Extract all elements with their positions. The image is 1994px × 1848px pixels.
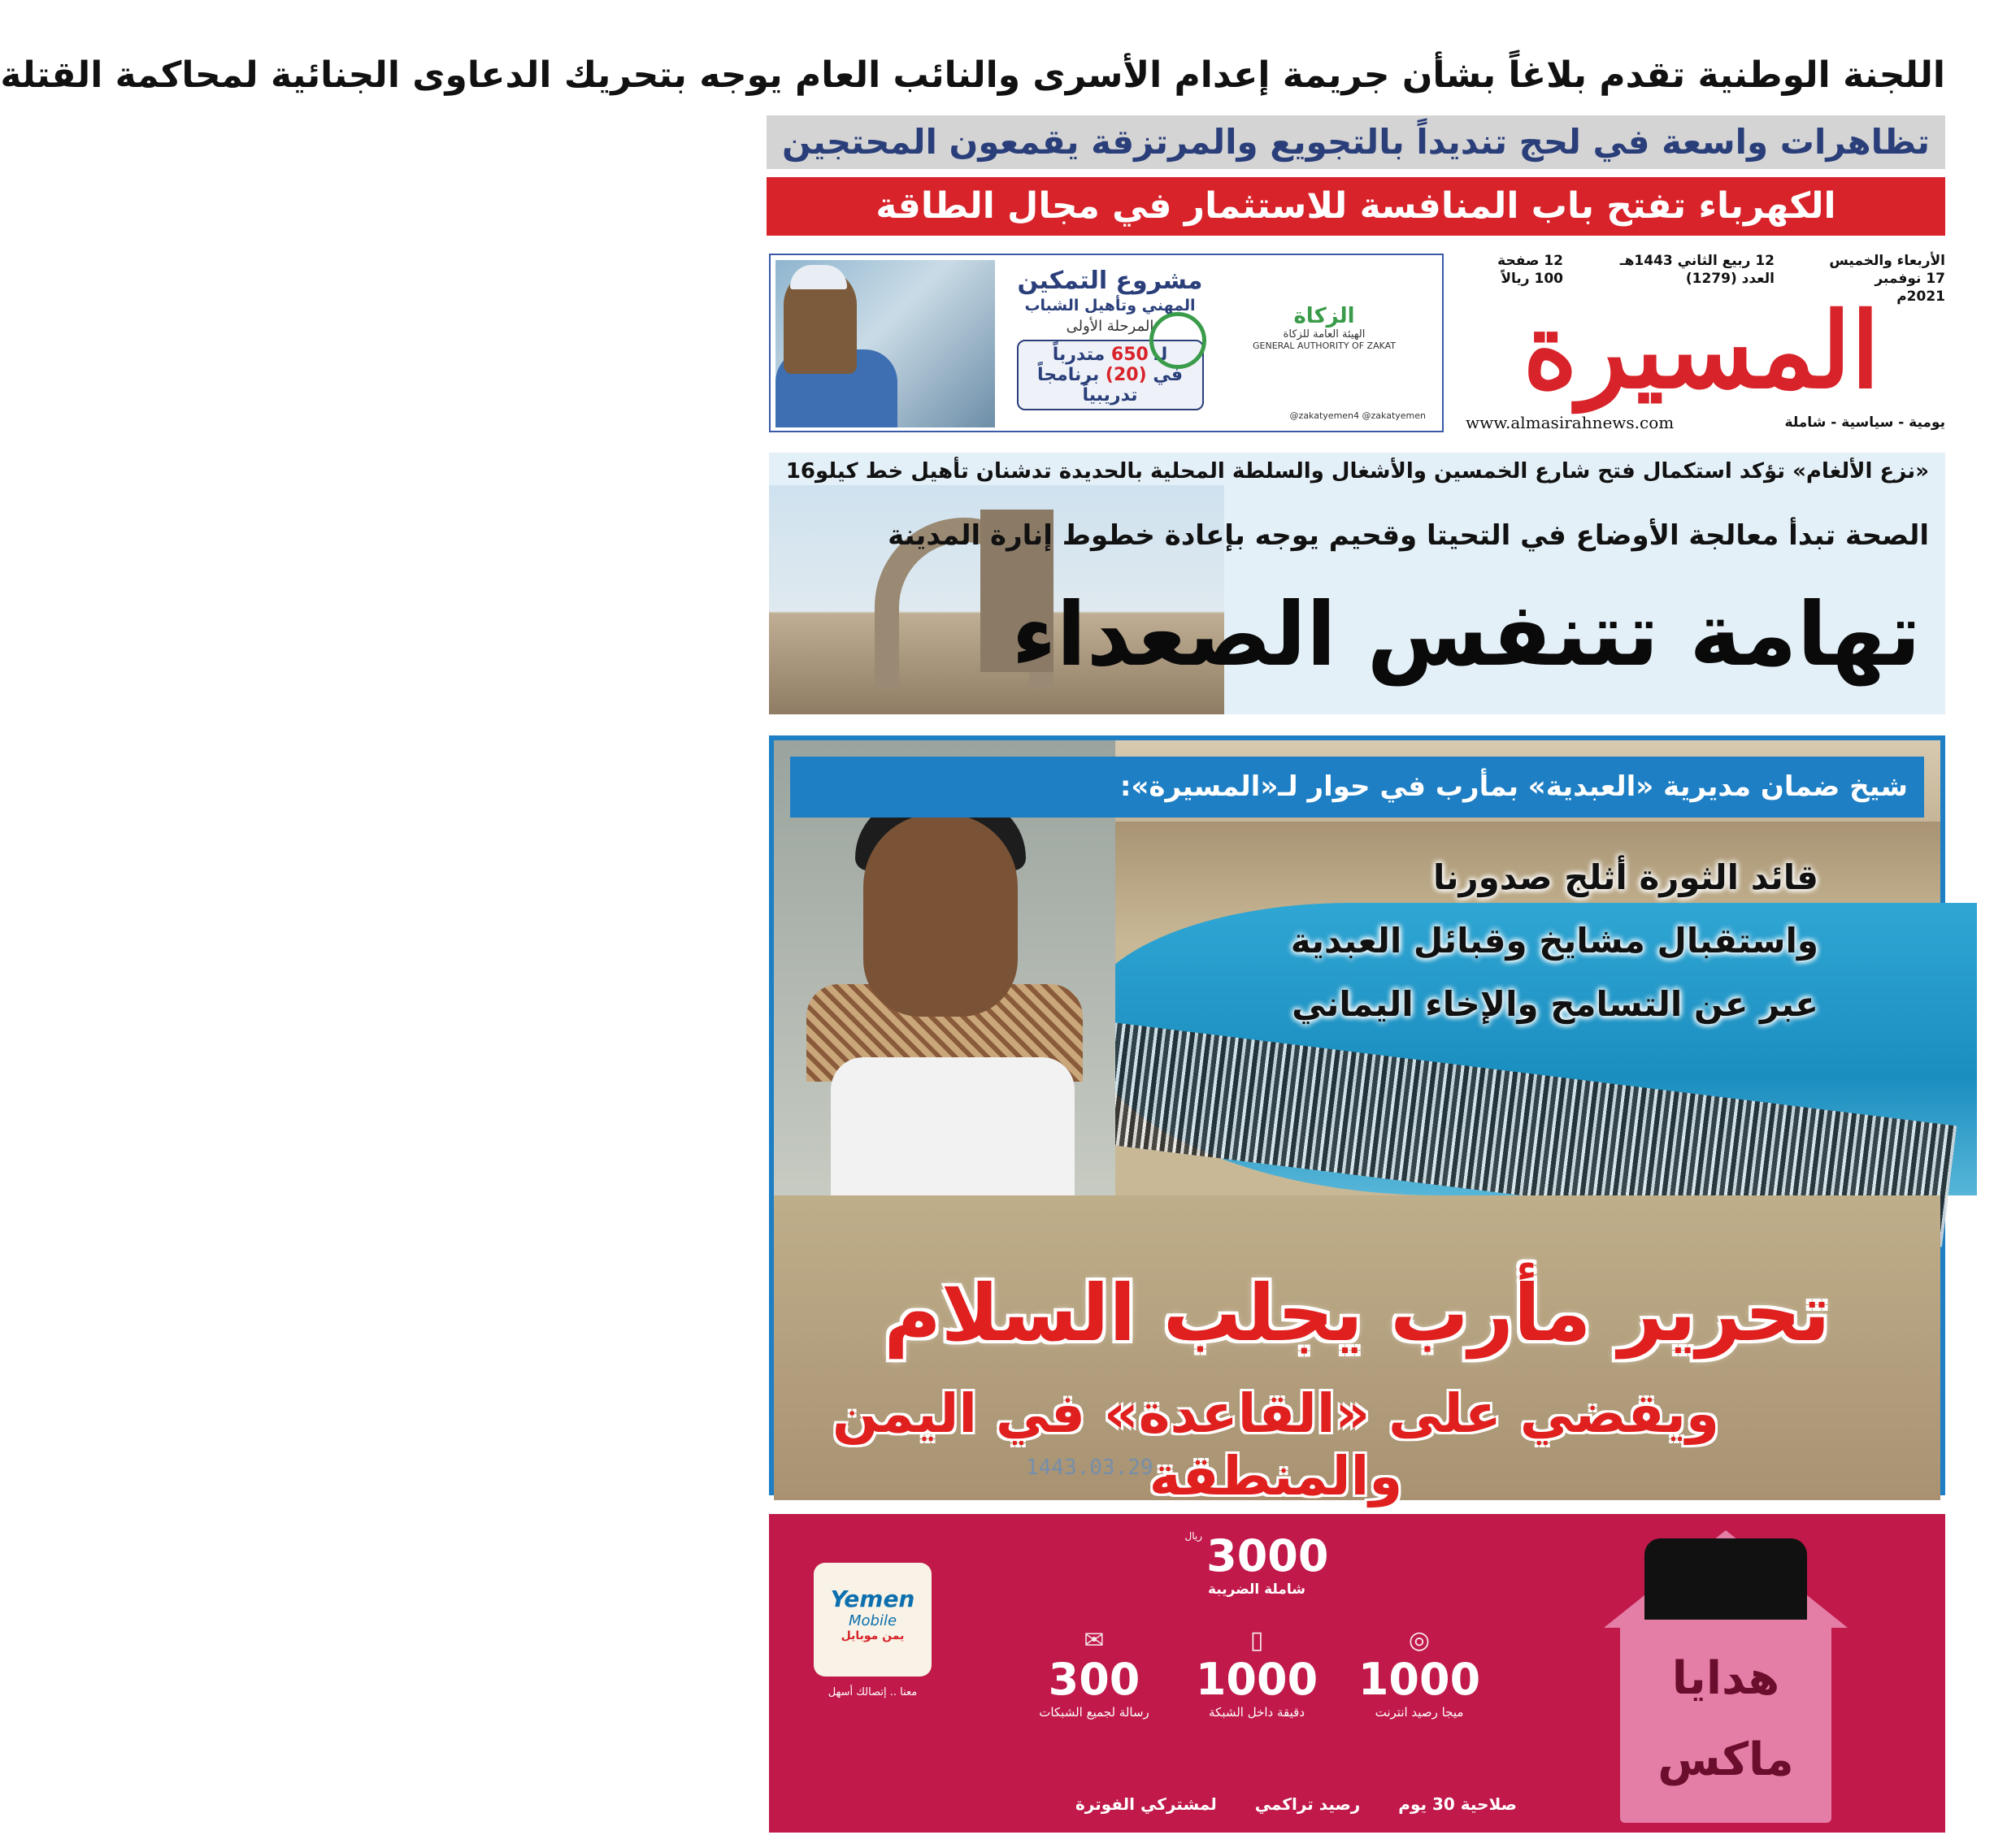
portrait-face: [863, 813, 1018, 1017]
page-count: 12 صفحة: [1497, 253, 1563, 269]
yemen-mobile-logo: [814, 1563, 932, 1677]
feature-label: ميجا رصيد انترنت: [1375, 1705, 1464, 1720]
tihama-main-headline: تهامة تتنفس الصعداء: [1011, 584, 1921, 686]
emblem-icon: [1149, 312, 1206, 369]
marib-main-headline: تحرير مأرب يجلب السلام: [884, 1268, 1831, 1359]
globe-icon: ◎: [1408, 1626, 1431, 1655]
headline-third: الكهرباء تفتح باب المنافسة للاستثمار في مجال الطاقة: [767, 177, 1945, 236]
masthead-price: [1474, 252, 1563, 288]
package-price: [1127, 1530, 1387, 1598]
interview-quote: [1249, 846, 1818, 1036]
term-cumulative: رصيد تراكمي: [1254, 1794, 1361, 1814]
quote-line: عبر عن التسامح والإخاء اليماني: [1292, 984, 1818, 1024]
price-label: شاملة الضريبة: [1208, 1581, 1305, 1598]
zakat-name: الزكاة: [1293, 304, 1355, 328]
phone-icon: ▯: [1249, 1626, 1264, 1655]
feature-label: دقيقة داخل الشبكة: [1209, 1705, 1305, 1720]
tagline: يومية - سياسية - شاملة: [1784, 414, 1945, 431]
gift-title-1: هدايا: [1671, 1652, 1780, 1705]
currency: ريال: [1184, 1530, 1203, 1542]
social-handles: @zakatyemen4 @zakatyemen: [1289, 410, 1426, 421]
logo-text-ar: يمن موبايل: [841, 1629, 905, 1642]
date-hijri: 12 ربيع الثاني 1443هـ: [1619, 253, 1775, 269]
masthead-issue: [1612, 252, 1775, 288]
gift-title-2: ماكس: [1657, 1733, 1794, 1786]
term-validity: صلاحية 30 يوم: [1398, 1794, 1517, 1814]
feature-label: رسالة لجميع الشبكات: [1039, 1705, 1149, 1720]
ad-subtitle: المهني وتأهيل الشباب: [1024, 297, 1196, 315]
empowerment-ad: [769, 254, 1444, 432]
feature-number: 1000: [1195, 1654, 1318, 1705]
envelope-icon: ✉: [1084, 1626, 1105, 1655]
feature-internet: [1338, 1626, 1501, 1720]
feature-sms: [1013, 1626, 1175, 1720]
ad-line-training: تدريبياً: [1082, 385, 1138, 406]
days: الأربعاء والخميس: [1829, 253, 1945, 269]
ad-title: مشروع التمكين: [1017, 267, 1203, 295]
ad-line-programs: في (20) برنامجاً: [1037, 365, 1183, 385]
photo-date-stamp: 1443.03.29: [1026, 1455, 1153, 1480]
headline-top: اللجنة الوطنية تقدم بلاغاً بشأن جريمة إعدام الأسرى والنائب العام يوجه بتحريك الدعاوى الجنائية لمحاكمة القتلة: [0, 54, 1945, 96]
gift-house-graphic: [1604, 1514, 1848, 1823]
portrait-shirt: [831, 1057, 1075, 1195]
package-terms: [1013, 1794, 1533, 1814]
website-link[interactable]: www.almasirahnews.com: [1466, 413, 1675, 432]
logo-text-en2: Mobile: [848, 1612, 897, 1629]
quote-line: واستقبال مشايخ وقبائل العبدية: [1290, 921, 1818, 961]
marib-subheadline: ويقضي على «القاعدة» في اليمن والمنطقة: [832, 1382, 1719, 1507]
worker-photo: [775, 260, 995, 427]
ad-stage: المرحلة الأولى: [1066, 318, 1154, 335]
masthead: [1457, 252, 1945, 439]
tihama-subheadline-1: «نزع الألغام» تؤكد استكمال فتح شارع الخمسين والأشغال والسلطة المحلية بالحديدة تدشنان تأهيل خط كيلو16: [785, 459, 1929, 484]
zakat-authority-en: GENERAL AUTHORITY OF ZAKAT: [1253, 341, 1396, 351]
feature-number: 300: [1048, 1654, 1140, 1705]
tihama-section: [769, 453, 1945, 714]
helmet-icon: [790, 265, 847, 289]
price-value: 3000: [1206, 1530, 1329, 1581]
logo-text-en: Yemen: [830, 1586, 915, 1612]
newspaper-logo: المسيرة: [1523, 290, 1880, 412]
zakat-authority: الهيئة العامة للزكاة: [1283, 328, 1366, 341]
quote-line: قائد الثورة أثلج صدورنا: [1432, 857, 1818, 897]
price: 100 ريالاً: [1501, 271, 1563, 287]
tihama-subheadline-2: الصحة تبدأ معالجة الأوضاع في التحيتا وقحيم يوجه بإعادة خطوط إنارة المدينة: [888, 519, 1929, 552]
headline-second: تظاهرات واسعة في لحج تنديداً بالتجويع والمرتزقة يقمعون المحتجين: [767, 115, 1945, 169]
ad-line-trainees: لـ 650 متدرباً: [1052, 345, 1168, 365]
feature-number: 1000: [1358, 1654, 1481, 1705]
zakat-logo: [1223, 304, 1426, 351]
date-greg: 17 نوفمبر 2021م: [1875, 271, 1945, 305]
marib-section: [769, 735, 1945, 1507]
issue-number: العدد (1279): [1685, 271, 1775, 287]
phone-icon: [1644, 1538, 1807, 1628]
term-postpaid: لمشتركي الفوترة: [1075, 1794, 1217, 1814]
yemen-mobile-ad: [769, 1514, 1945, 1833]
interview-banner: شيخ ضمان مديرية «العبدية» بمأرب في حوار لـ«المسيرة»:: [790, 757, 1924, 818]
feature-minutes: [1175, 1626, 1338, 1720]
slogan: معنا .. إتصالك أسهل: [828, 1686, 918, 1698]
house-body: [1620, 1620, 1831, 1823]
